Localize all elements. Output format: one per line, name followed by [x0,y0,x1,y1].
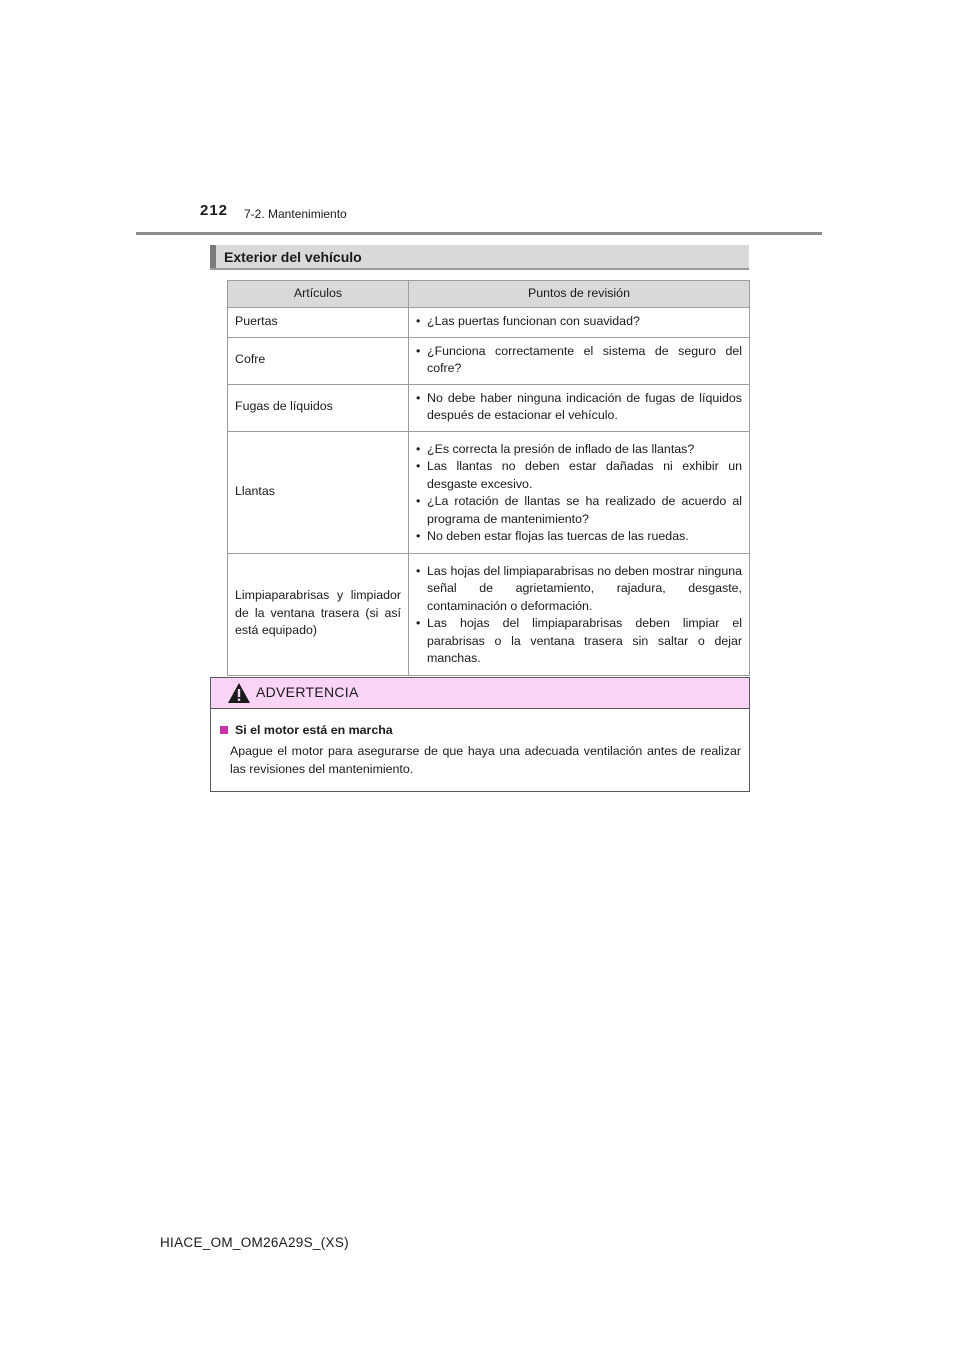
warning-text: Apague el motor para asegurarse de que haya una adecuada ventilación antes de realizar las revisiones del mantenimiento. [230,744,741,776]
row-points [409,553,750,675]
check-point: • No deben estar flojas las tuercas de las ruedas. [416,528,742,546]
table-row [228,553,750,675]
header-rule [136,232,822,235]
table-row [228,384,750,431]
check-point: • Las llantas no deben estar dañadas ni exhibir un desgaste excesivo. [416,458,742,493]
table-row [228,308,750,338]
check-point: • ¿Es correcta la presión de inflado de las llantas? [416,441,742,459]
warning-box [210,677,750,792]
check-point: • Las hojas del limpiaparabrisas no deben mostrar ninguna señal de agrietamiento, rajadura, desgaste, contaminación o deformación. [416,563,742,616]
table-row [228,431,750,553]
warning-body [211,709,749,778]
row-item: Cofre [228,337,409,384]
table-header-row [228,281,750,308]
row-item: Llantas [228,431,409,553]
check-point: • No debe haber ninguna indicación de fugas de líquidos después de estacionar el vehículo. [416,390,742,425]
warning-heading [219,721,741,739]
subsection-bar [210,245,216,268]
check-point: • Las hojas del limpiaparabrisas deben limpiar el parabrisas o la ventana trasera sin saltar o dejar manchas. [416,615,742,668]
row-item: Limpiaparabrisas y limpiador de la ventana trasera (si así está equipado) [228,553,409,675]
column-header-items: Artículos [228,281,409,308]
check-point: • ¿Las puertas funcionan con suavidad? [416,313,742,331]
section-title: 7-2. Mantenimiento [244,207,347,221]
row-item: Puertas [228,308,409,338]
row-item: Fugas de líquidos [228,384,409,431]
warning-heading-text: Si el motor está en marcha [235,723,393,737]
subsection-heading [210,245,749,270]
page-number: 212 [200,202,229,219]
row-points [409,308,750,338]
row-points [409,384,750,431]
warning-triangle-icon [227,682,251,704]
square-bullet-icon [220,726,228,734]
table-row [228,337,750,384]
row-points [409,337,750,384]
subsection-title: Exterior del vehículo [224,249,362,265]
warning-header [211,678,749,709]
inspection-table [227,280,750,676]
row-points [409,431,750,553]
warning-label: ADVERTENCIA [256,684,359,700]
column-header-checkpoints: Puntos de revisión [409,281,750,308]
document-code: HIACE_OM_OM26A29S_(XS) [160,1235,349,1250]
check-point: • ¿La rotación de llantas se ha realizado de acuerdo al programa de mantenimiento? [416,493,742,528]
check-point: • ¿Funciona correctamente el sistema de seguro del cofre? [416,343,742,378]
